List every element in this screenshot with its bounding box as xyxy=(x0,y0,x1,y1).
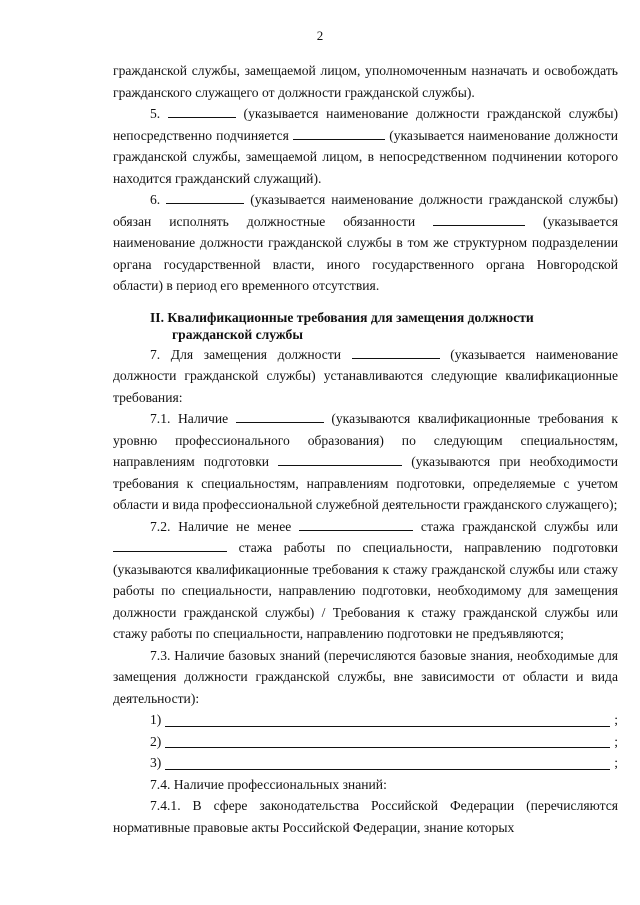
paragraph-7-4-1: 7.4.1. В сфере законодательства Российской Федерации (перечисляются нормативные правовые акты Российской Федерации, знание которых xyxy=(113,798,618,835)
list-item xyxy=(113,731,618,753)
fill-blank xyxy=(299,517,413,531)
paragraph-7-2-text-c: стажа работы по специальности, направлению подготовки (указываются квалификационные требования к стажу гражданской службы или стажу работы по специальности, направлению подготовки, необходимому для замещения должности гражданской службы) / Требования к стажу гражданской службы или стажу работы по специальности, направлению подготовки не предъявляются; xyxy=(113,540,618,641)
paragraph-7-text-b: (указывается наименование должности гражданской службы) устанавливаются следующие квалификационные требования: xyxy=(113,346,618,405)
section-heading-number: II. xyxy=(150,309,164,325)
list-item xyxy=(113,752,618,774)
list-item-end: ; xyxy=(614,755,618,770)
paragraph-7 xyxy=(113,344,618,409)
paragraph-7-1-text-c: (указываются при необходимости требования к специальностям, направлениям подготовки, определяемые с учетом области и вида профессиональной служебной деятельности гражданского служащего); xyxy=(113,454,618,512)
paragraph-6 xyxy=(113,189,618,297)
fill-blank xyxy=(352,345,440,359)
paragraph-7-2-text-b: стажа гражданской службы или xyxy=(420,518,618,534)
paragraph-7-text-a: 7. Для замещения должности xyxy=(150,346,342,362)
list-item-number: 1) xyxy=(150,712,162,727)
paragraph-7-3: 7.3. Наличие базовых знаний (перечисляются базовые знания, необходимые для замещения должности гражданской службы, вне зависимости от области и вида деятельности): xyxy=(113,647,618,706)
list-item-end: ; xyxy=(614,712,618,727)
paragraph-6-text-a: (указывается наименование должности гражданской службы) обязан исполнять должностные обязанности xyxy=(113,192,618,229)
paragraph-5-number: 5. xyxy=(150,106,161,121)
paragraph-6-number: 6. xyxy=(150,192,161,207)
paragraph-7-4: 7.4. Наличие профессиональных знаний: xyxy=(150,776,387,792)
paragraph-5 xyxy=(113,103,618,189)
paragraph-7-1-text-a: 7.1. Наличие xyxy=(150,411,229,426)
paragraph-7-2-text-a: 7.2. Наличие не менее xyxy=(150,518,292,534)
list-item xyxy=(113,709,618,731)
paragraph-continuation: гражданской службы, замещаемой лицом, уполномоченным назначать и освобождать гражданского служащего от должности гражданской службы). xyxy=(113,63,618,100)
fill-line xyxy=(165,712,610,727)
section-heading xyxy=(113,309,618,343)
fill-blank xyxy=(433,212,525,226)
fill-line xyxy=(165,733,610,748)
fill-line xyxy=(165,755,610,770)
paragraph-7-2 xyxy=(113,516,618,645)
paragraph-5-text-a: (указывается наименование должности гражданской службы) непосредственно подчиняется xyxy=(113,106,618,143)
document-body xyxy=(113,60,618,838)
fill-blank xyxy=(166,190,244,204)
paragraph-7-1-text-b: (указываются квалификационные требования к уровню профессионального образования) по следующим специальностям, направлениям подготовки xyxy=(113,411,618,469)
page-number: 2 xyxy=(316,28,324,43)
paragraph-7-1 xyxy=(113,408,618,516)
list-item-number: 3) xyxy=(150,755,162,770)
fill-blank xyxy=(113,538,227,552)
fill-blank xyxy=(278,452,402,466)
fill-blank xyxy=(236,409,324,423)
section-heading-line2: гражданской службы xyxy=(172,326,303,342)
paragraph-6-text-b: (указывается наименование должности гражданской службы в том же структурном подразделении органа государственной власти, иного государственного органа Новгородской области) в период его временного отсутствия. xyxy=(113,213,619,293)
fill-blank xyxy=(293,126,385,140)
list-item-number: 2) xyxy=(150,733,162,749)
section-heading-line1: Квалификационные требования для замещения должности xyxy=(167,309,534,325)
fill-blank xyxy=(168,104,236,118)
paragraph-5-text-b: (указывается наименование должности гражданской службы, замещаемой лицом, в непосредственном подчинении которого находится гражданский служащий). xyxy=(113,127,618,186)
list-item-end: ; xyxy=(614,733,618,749)
